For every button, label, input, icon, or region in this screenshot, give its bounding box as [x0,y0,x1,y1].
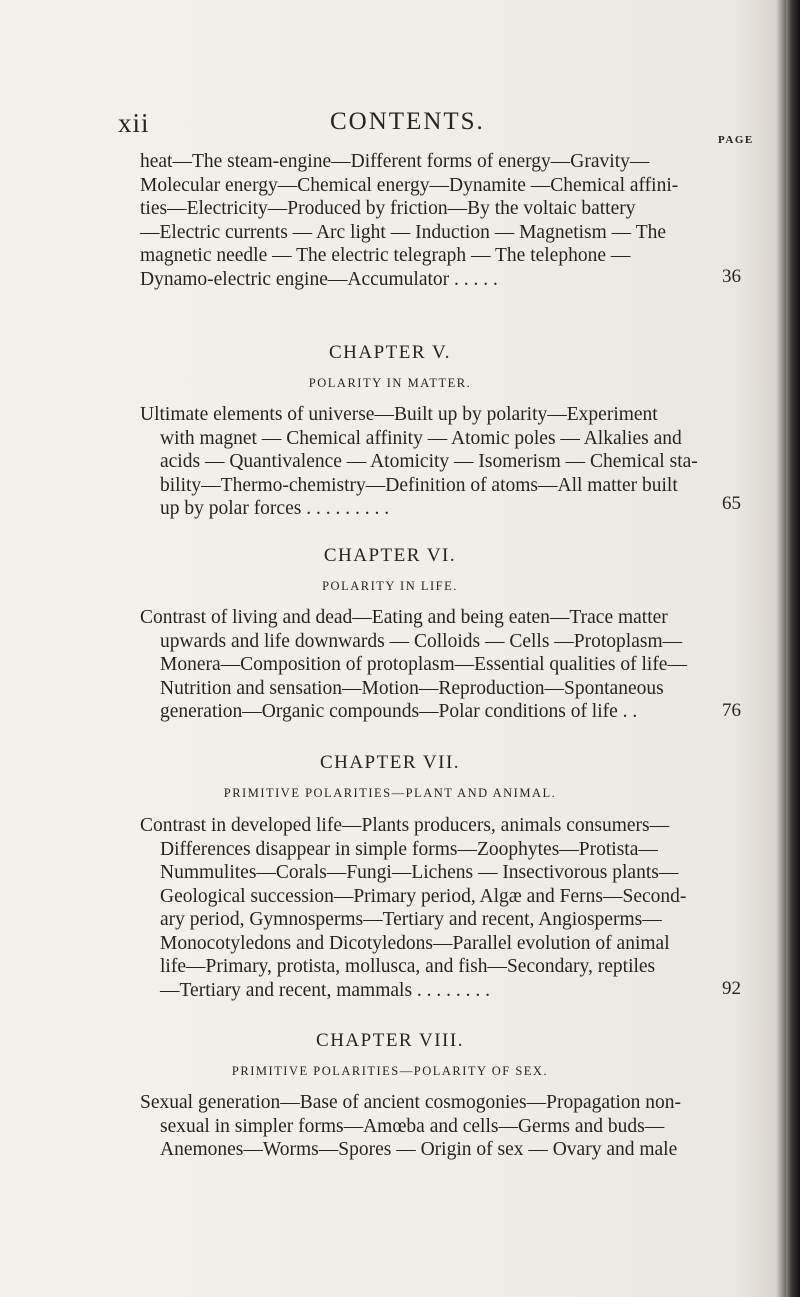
page-column-label: PAGE [718,134,754,146]
chapter-title: CHAPTER VI. [323,545,457,566]
toc-line: generation—Organic compounds—Polar conditions of life . . [160,701,638,722]
chapter-title: CHAPTER VIII. [316,1030,464,1051]
chapter-title: CHAPTER VII. [319,752,461,773]
toc-line: ary period, Gymnosperms—Tertiary and recent, Angiosperms— [160,909,662,930]
toc-line: Nutrition and sensation—Motion—Reproduction—Spontaneous [160,677,664,699]
chapter-subtitle: PRIMITIVE POLARITIES—POLARITY OF SEX. [231,1064,549,1078]
toc-entry-chapter-8 [140,1091,700,1162]
toc-line: with magnet — Chemical affinity — Atomic poles — Alkalies and [160,427,682,449]
toc-page-number: 36 [722,266,741,287]
toc-line: Monera—Composition of protoplasm—Essential qualities of life— [160,654,687,675]
toc-entry-chapter-7 [140,814,700,1002]
toc-page-number: 76 [722,700,741,721]
toc-page-number: 92 [722,978,741,999]
toc-entry-continuation [140,150,700,291]
toc-line: Anemones—Worms—Spores — Origin of sex — Ovary and male [160,1139,678,1160]
page-header [0,108,780,138]
toc-line: sexual in simpler forms—Amœba and cells—Germs and buds— [160,1115,665,1137]
chapter-subtitle: POLARITY IN MATTER. [308,376,472,390]
toc-line: upwards and life downwards — Colloids — Cells —Protoplasm— [160,630,683,652]
chapter-title: CHAPTER V. [329,342,451,363]
running-title: CONTENTS. [330,108,485,135]
toc-line: Sexual generation—Base of ancient cosmogonies—Propagation non- [140,1092,681,1113]
toc-line: Contrast in developed life—Plants producers, animals consumers— [140,815,670,836]
toc-line: life—Primary, protista, mollusca, and fish—Secondary, reptiles [160,956,656,977]
toc-line: Nummulites—Corals—Fungi—Lichens — Insectivorous plants— [160,862,679,883]
toc-line: —Tertiary and recent, mammals . . . . . . . . [160,979,491,1001]
toc-line: up by polar forces . . . . . . . . . [160,498,390,519]
toc-line: Contrast of living and dead—Eating and being eaten—Trace matter [140,607,668,628]
toc-line: Monocotyledons and Dicotyledons—Parallel evolution of animal [160,932,670,954]
toc-entry-chapter-6 [140,606,700,724]
book-spine-shadow [786,0,800,1297]
toc-line: Geological succession—Primary period, Algæ and Ferns—Second- [160,885,687,907]
chapter-subtitle: PRIMITIVE POLARITIES—PLANT AND ANIMAL. [223,786,557,800]
page-number: xii [118,108,150,138]
toc-line: Molecular energy—Chemical energy—Dynamite —Chemical affini- [140,174,679,196]
toc-line: heat—The steam-engine—Different forms of energy—Gravity— [140,151,650,172]
toc-line: —Electric currents — Arc light — Induction — Magnetism — The [140,221,667,243]
toc-line: magnetic needle — The electric telegraph — The telephone — [140,245,631,266]
toc-line: ties—Electricity—Produced by friction—By the voltaic battery [140,198,636,219]
toc-line: Differences disappear in simple forms—Zoophytes—Protista— [160,838,658,860]
toc-entry-chapter-5 [140,403,700,521]
chapter-subtitle: POLARITY IN LIFE. [322,579,458,593]
toc-line: bility—Thermo-chemistry—Definition of atoms—All matter built [160,474,678,496]
toc-line: acids — Quantivalence — Atomicity — Isomerism — Chemical sta- [160,451,698,472]
toc-page-number: 65 [722,493,741,514]
toc-line: Ultimate elements of universe—Built up by polarity—Experiment [140,404,658,425]
toc-line: Dynamo-electric engine—Accumulator . . . . . [140,268,498,290]
